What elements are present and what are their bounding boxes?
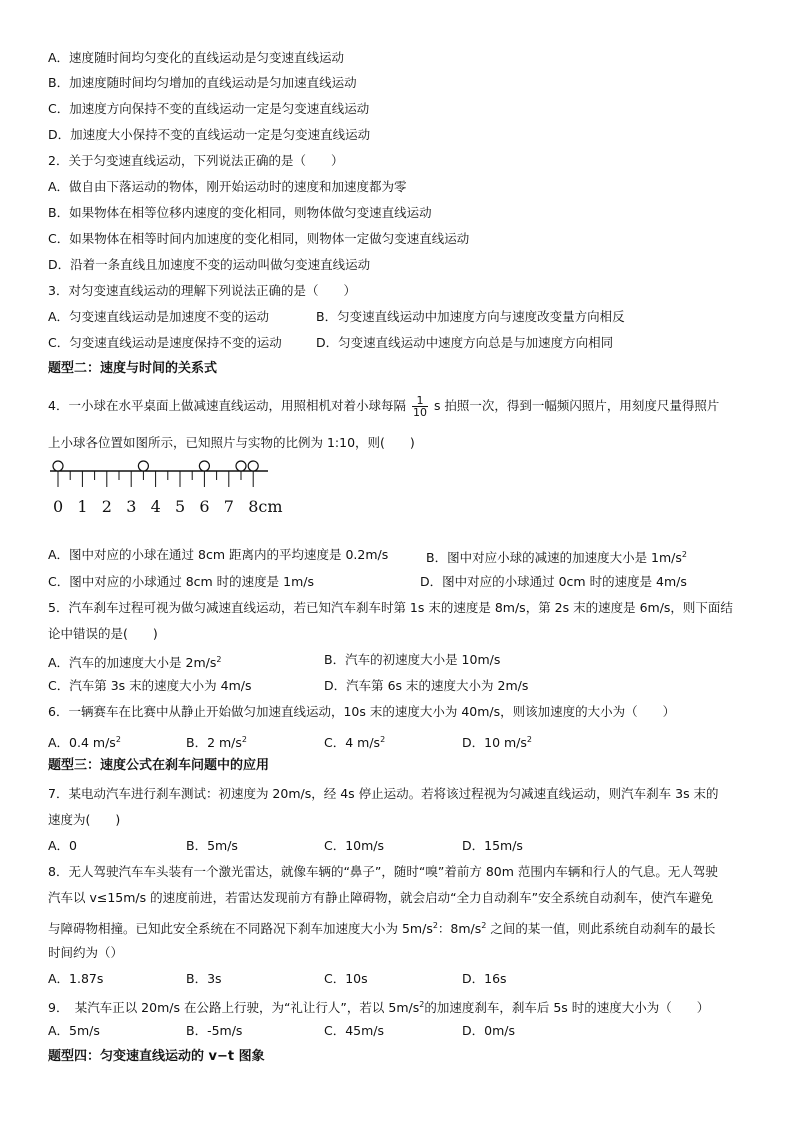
q8-stem-line4: 时间约为（） xyxy=(48,945,124,960)
q6-option-a-sup: 2 xyxy=(115,735,121,744)
ruler-balls xyxy=(53,461,258,471)
q4-fraction xyxy=(412,395,428,418)
q6-option-a-wrap xyxy=(48,732,121,751)
q8-stem-line3 xyxy=(48,918,715,937)
q7-option-b: B．5m/s xyxy=(186,838,238,853)
q1-option-c: C．加速度方向保持不变的直线运动一定是匀变速直线运动 xyxy=(48,101,370,116)
q1-option-a: A．速度随时间均匀变化的直线运动是匀变速直线运动 xyxy=(48,50,345,65)
ruler-figure xyxy=(40,456,290,520)
q6-option-a: A．0.4 m/s xyxy=(48,735,116,751)
q2-option-b: B．如果物体在相等位移内速度的变化相同，则物体做匀变速直线运动 xyxy=(48,205,432,220)
q4-option-a: A．图中对应的小球在通过 8cm 距离内的平均速度是 0.2m/s xyxy=(48,547,389,562)
q3-option-d: D．匀变速直线运动中速度方向总是与加速度方向相同 xyxy=(316,335,614,350)
q6-option-d-sup: 2 xyxy=(526,735,532,744)
q6-stem: 6．一辆赛车在比赛中从静止开始做匀加速直线运动，10s 末的速度大小为 40m/s，则该加速度的大小为（ ） xyxy=(48,704,676,719)
ruler-label: 6 xyxy=(199,497,210,516)
ball-position xyxy=(138,461,148,471)
q2-option-c: C．如果物体在相等时间内加速度的变化相同，则物体一定做匀变速直线运动 xyxy=(48,231,470,246)
q3-option-b: B．匀变速直线运动中加速度方向与速度改变量方向相反 xyxy=(316,309,625,324)
ruler-ticks xyxy=(58,471,253,487)
q4-option-d: D．图中对应的小球通过 0cm 时的速度是 4m/s xyxy=(420,574,687,589)
q5-option-a-wrap xyxy=(48,652,221,671)
q1-option-d: D．加速度大小保持不变的直线运动一定是匀变速直线运动 xyxy=(48,127,371,142)
q9-option-b: B．-5m/s xyxy=(186,1023,243,1038)
section-heading-3: 题型三：速度公式在刹车问题中的应用 xyxy=(48,758,270,773)
q2-stem: 2．关于匀变速直线运动，下列说法正确的是（ ） xyxy=(48,153,344,168)
q8-option-a: A．1.87s xyxy=(48,971,104,986)
q4-stem-line2: 上小球各位置如图所示，已知照片与实物的比例为 1:10，则( ) xyxy=(48,435,415,450)
q6-option-c-wrap xyxy=(324,732,385,751)
q5-option-b: B．汽车的初速度大小是 10m/s xyxy=(324,652,501,667)
q7-option-d: D．15m/s xyxy=(462,838,523,853)
q9-stem-a: 9． 某汽车正以 20m/s 在公路上行驶，为“礼让行人”，若以 5m/s xyxy=(48,1000,420,1016)
q8-stem-line1: 8．无人驾驶汽车车头装有一个激光雷达，就像车辆的“鼻子”，随时“嗅”着前方 80m 范围内车辆和行人的气息。无人驾驶 xyxy=(48,864,718,879)
q5-option-c: C．汽车第 3s 末的速度大小为 4m/s xyxy=(48,678,252,693)
ball-position xyxy=(248,461,258,471)
q6-option-d: D．10 m/s xyxy=(462,735,527,751)
ruler-label: 8cm xyxy=(248,497,283,516)
q5-stem-line1: 5．汽车刹车过程可视为做匀减速直线运动，若已知汽车刹车时第 1s 末的速度是 8m/s，第 2s 末的速度是 6m/s，则下面结 xyxy=(48,600,733,615)
q4-option-b-wrap xyxy=(426,547,687,566)
q7-option-a: A．0 xyxy=(48,838,78,853)
q1-option-b: B．加速度随时间均匀增加的直线运动是匀加速直线运动 xyxy=(48,75,357,90)
q4-stem-line1 xyxy=(48,393,719,419)
q4-option-b: B．图中对应小球的减速的加速度大小是 1m/s xyxy=(426,550,682,566)
q5-option-a-sup: 2 xyxy=(216,655,222,664)
ruler-label: 4 xyxy=(150,497,161,516)
q8-stem-line3-b: ：8m/s xyxy=(437,921,482,937)
q9-stem-b: 的加速度刹车，刹车后 5s 时的速度大小为（ ） xyxy=(424,1000,710,1016)
q7-option-c: C．10m/s xyxy=(324,838,385,853)
q5-option-d: D．汽车第 6s 末的速度大小为 2m/s xyxy=(324,678,529,693)
q4-fraction-numerator: 1 xyxy=(412,395,428,407)
ruler-label: 7 xyxy=(223,497,234,516)
q8-stem-line3-c: 之间的某一值，则此系统自动刹车的最长 xyxy=(486,921,716,937)
q8-sup-a: 2 xyxy=(432,921,438,930)
q2-option-d: D．沿着一条直线且加速度不变的运动叫做匀变速直线运动 xyxy=(48,257,371,272)
ruler-label: 5 xyxy=(175,497,186,516)
q8-sup-b: 2 xyxy=(481,921,487,930)
q3-option-a: A．匀变速直线运动是加速度不变的运动 xyxy=(48,309,270,324)
section-heading-4: 题型四：匀变速直线运动的 v−t 图象 xyxy=(48,1049,265,1064)
q6-option-c-sup: 2 xyxy=(380,735,386,744)
ball-position xyxy=(53,461,63,471)
q8-option-d: D．16s xyxy=(462,971,507,986)
q4-option-c: C．图中对应的小球通过 8cm 时的速度是 1m/s xyxy=(48,574,315,589)
q8-option-c: C．10s xyxy=(324,971,368,986)
q4-stem-a: 4．一小球在水平桌面上做减速直线运动，用照相机对着小球每隔 xyxy=(48,398,406,413)
q6-option-b: B．2 m/s xyxy=(186,735,242,751)
ball-position xyxy=(199,461,209,471)
q4-option-b-sup: 2 xyxy=(681,550,687,559)
q5-option-a: A．汽车的加速度大小是 2m/s xyxy=(48,655,217,671)
q6-option-b-sup: 2 xyxy=(241,735,247,744)
q8-stem-line2: 汽车以 v≤15m/s 的速度前进，若雷达发现前方有静止障碍物，就会启动“全力自动刹车”安全系统自动刹车，使汽车避免 xyxy=(48,890,714,905)
q4-fraction-denominator: 10 xyxy=(412,406,427,419)
q3-option-c: C．匀变速直线运动是速度保持不变的运动 xyxy=(48,335,282,350)
q8-stem-line3-a: 与障碍物相撞。已知此安全系统在不同路况下刹车加速度大小为 5m/s xyxy=(48,921,433,937)
q6-option-c: C．4 m/s xyxy=(324,735,381,751)
ruler-label: 1 xyxy=(77,497,88,516)
ruler-label: 3 xyxy=(126,497,137,516)
q9-option-a: A．5m/s xyxy=(48,1023,100,1038)
ruler-label: 2 xyxy=(101,497,112,516)
q2-option-a: A．做自由下落运动的物体，刚开始运动时的速度和加速度都为零 xyxy=(48,179,407,194)
q5-stem-line2: 论中错误的是( ) xyxy=(48,626,158,641)
q9-option-d: D．0m/s xyxy=(462,1023,515,1038)
q6-option-b-wrap xyxy=(186,732,247,751)
q7-stem-line1: 7．某电动汽车进行刹车测试：初速度为 20m/s，经 4s 停止运动。若将该过程视为匀减速直线运动，则汽车刹车 3s 末的 xyxy=(48,786,719,801)
q3-stem: 3．对匀变速直线运动的理解下列说法正确的是（ ） xyxy=(48,283,356,298)
ruler-labels xyxy=(53,497,283,516)
q9-sup: 2 xyxy=(419,1000,425,1009)
q4-stem-b: s 拍照一次，得到一幅频闪照片，用刻度尺量得照片 xyxy=(433,398,720,413)
q9-stem xyxy=(48,997,709,1016)
q8-option-b: B．3s xyxy=(186,971,222,986)
q6-option-d-wrap xyxy=(462,732,532,751)
q9-option-c: C．45m/s xyxy=(324,1023,385,1038)
ruler-label: 0 xyxy=(53,497,64,516)
section-heading-2: 题型二：速度与时间的关系式 xyxy=(48,361,218,376)
q7-stem-line2: 速度为( ) xyxy=(48,812,121,827)
ball-position xyxy=(236,461,246,471)
